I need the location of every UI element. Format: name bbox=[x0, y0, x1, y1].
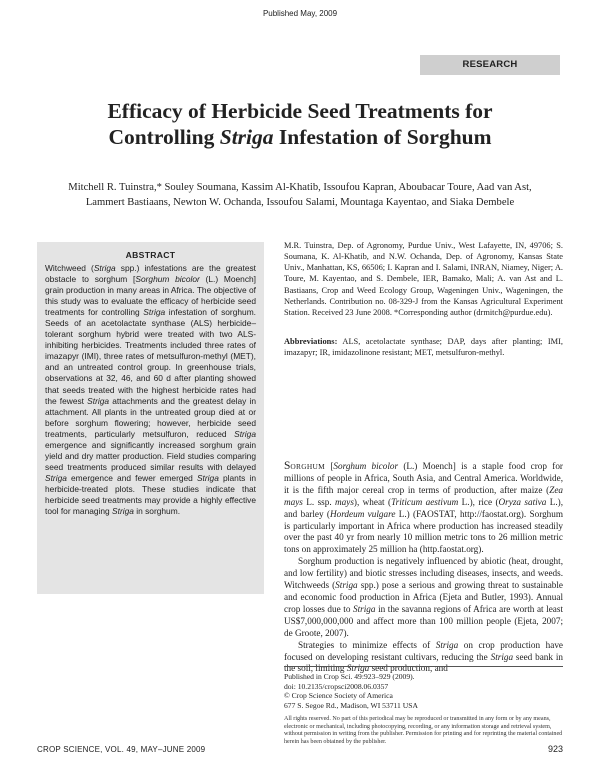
abstract-text-run: plants in herbicide-treated plots. These studies indicate that herbicide seed treatments may provide a highly effective tool for managing bbox=[45, 472, 256, 517]
body-text-run: L. ssp. bbox=[302, 496, 336, 507]
body-paragraph bbox=[284, 556, 563, 639]
section-tag: RESEARCH bbox=[420, 55, 560, 75]
body-text-run: (L.) Moench] is a staple food crop for millions of people in Africa, South Asia, and Central America. Worldwide, it is the fifth major cereal crop in terms of production, after maize ( bbox=[284, 461, 563, 495]
body-text-run: on crop production have focused on developing resistant cultivars, reducing the bbox=[284, 639, 563, 662]
body-paragraph bbox=[284, 640, 563, 676]
title-line-1: Efficacy of Herbicide Seed Treatments for bbox=[107, 99, 493, 123]
abstract-italic-run: Striga bbox=[234, 428, 256, 439]
title-line-2-pre: Controlling bbox=[108, 125, 220, 149]
authors-line-2: Lammert Bastiaans, Newton W. Ochanda, Issoufou Salami, Mountaga Kayentao, and Siaka Dembele bbox=[85, 197, 515, 208]
copyright: © Crop Science Society of America bbox=[284, 691, 393, 701]
body-italic-run: Oryza sativa bbox=[498, 496, 547, 507]
body-italic-run: Zea mays bbox=[284, 484, 563, 507]
abstract-italic-run: Striga bbox=[196, 472, 219, 483]
abbreviations-text: ALS, acetolactate synthase; DAP, days after planting; IMI, imazapyr; IR, imidazolinone resistant; MET, metsulfuron-methyl. bbox=[284, 337, 563, 358]
abstract-text-run: in sorghum. bbox=[133, 506, 181, 517]
body-text-run: Strategies to minimize effects of bbox=[298, 639, 436, 650]
abstract-text-run: attachments and the greatest delay in attachment. All plants in the untreated group died at or before sorghum flowering; however, herbicide seed treatments, particularly metsulfuron, reduced bbox=[45, 395, 256, 439]
abstract-text-run: emergence and fewer emerged bbox=[66, 472, 197, 483]
body-text-run: L.), and barley ( bbox=[284, 496, 564, 519]
abstract-italic-run: Striga bbox=[87, 395, 110, 406]
publication-info bbox=[284, 672, 563, 710]
body-text-run: ), wheat ( bbox=[353, 496, 392, 507]
body-text-run: in the savanna regions of Africa are worth at least US$7,000,000,000 and affect more than 100 million people (Ejeta, 2007; de Groote, 2007). bbox=[284, 603, 564, 638]
page-number: 923 bbox=[547, 744, 563, 754]
abstract-text bbox=[45, 263, 256, 517]
abstract-italic-run: Sorghum bicolor bbox=[135, 274, 200, 285]
author-affiliations: M.R. Tuinstra, Dep. of Agronomy, Purdue Univ., West Lafayette, IN, 49706; S. Soumana, K. Al-Khatib, and N.W. Ochanda, Dep. of Agronomy, Kansas State Univ., Manhattan, KS, 66506; I. Kapran and I. Salami, INRAN, Niamey, Niger; A. Toure, M. Kayentao, and S. Dembele, IER, Bamako, Mali; A. van Ast and L. Bastiaans, Crop and Weed Ecology Group, Wageningen Univ., Wageningen, the Netherlands. Contribution no. 08-329-J from the Kansas Agricultural Experiment Station. Received 23 June 2008. *Corresponding author (drmitch@purdue.edu). bbox=[284, 241, 563, 317]
abstract-italic-run: Striga bbox=[93, 263, 116, 273]
abstract-italic-run: Striga bbox=[143, 307, 166, 318]
journal-footer: CROP SCIENCE, VOL. 49, MAY–JUNE 2009 bbox=[37, 745, 206, 754]
body-italic-run: Striga bbox=[435, 639, 459, 650]
abstract-italic-run: Striga bbox=[112, 506, 134, 517]
body-italic-run: Striga bbox=[335, 580, 358, 591]
title-line-2-post: Infestation of Sorghum bbox=[273, 125, 492, 149]
published-date: Published May, 2009 bbox=[262, 9, 338, 18]
body-text-run: seed bank in the soil, limiting bbox=[284, 651, 563, 674]
body-italic-run: Sorghum bicolor bbox=[333, 461, 399, 471]
body-italic-run: mays bbox=[335, 496, 354, 507]
author-list bbox=[40, 180, 560, 210]
body-paragraph bbox=[284, 461, 563, 556]
rights-statement: All rights reserved. No part of this periodical may be reproduced or transmitted in any form or by any means, electronic or mechanical, including photocopying, recording, or any information storage and retrieval system, without permission in writing from the publisher. Permission for printing and for reprinting the material contained herein has been obtained by the publisher. bbox=[284, 716, 563, 745]
body-italic-run: Striga bbox=[353, 603, 376, 614]
abstract-heading: ABSTRACT bbox=[125, 250, 176, 260]
body-text bbox=[284, 461, 563, 675]
doi-link[interactable]: doi: 10.2135/cropsci2008.06.0357 bbox=[284, 681, 389, 691]
authors-line-1: Mitchell R. Tuinstra,* Souley Soumana, Kassim Al-Khatib, Issoufou Kapran, Aboubacar Toure, Aad van Ast, bbox=[68, 182, 532, 193]
publisher-address: 677 S. Segoe Rd., Madison, WI 53711 USA bbox=[284, 700, 418, 710]
body-text-run: L.) (FAOSTAT, http://faostat.org). Sorghum is particularly important in Africa where production has increased steadily over the past 40 yr from nearly 10 million metric tons to 26 million metric tons on approximately 25 million ha (http.faostat.org). bbox=[284, 508, 564, 555]
body-italic-run: Hordeum vulgare bbox=[329, 508, 396, 519]
body-italic-run: Striga bbox=[346, 663, 370, 674]
body-text-run: seed production, and bbox=[369, 663, 448, 674]
body-text-run: Sorghum production is negatively influenced by abiotic (heat, drought, and low fertility) and biotic stresses including diseases, insects, and weeds. Witchweeds ( bbox=[284, 556, 563, 591]
body-italic-run: Triticum aestivum bbox=[391, 496, 459, 507]
article-title bbox=[40, 98, 560, 150]
abbreviations-label: Abbreviations: bbox=[284, 337, 338, 346]
abbreviations bbox=[284, 336, 563, 358]
title-line-2-italic: Striga bbox=[219, 125, 274, 149]
drop-cap: S bbox=[284, 460, 291, 472]
body-text-run: [ bbox=[325, 461, 334, 471]
abstract-text-run: emergence and significantly increased sorghum grain yield and dry matter production. Field studies comparing seed treatments produced similar results with delayed bbox=[45, 439, 256, 472]
body-italic-run: Striga bbox=[490, 651, 514, 662]
abstract-text-run: Witchweed ( bbox=[45, 263, 94, 273]
abstract-italic-run: Striga bbox=[45, 472, 67, 483]
abstract-text-run: (L.) Moench] grain production in many areas in Africa. The objective of this study was to evaluate the efficacy of herbicide seed treatments for controlling bbox=[45, 274, 256, 318]
body-text-run: L.), rice ( bbox=[458, 496, 499, 507]
abstract-text-run: infestation of sorghum. Seeds of an acetolactate synthase (ALS) herbicide–tolerant sorghum hybrid were treated with two ALS-inhibiting herbicides. Treatments included three rates of imazapyr (IMI), three rates of metsulfuron-methyl (MET), and an untreated control group. In greenhouse trials, observations at 32, 46, and 60 d after planting showed that seeds treated with the highest herbicide rates had the fewest bbox=[45, 307, 256, 406]
abstract-box bbox=[37, 242, 264, 594]
body-text-run: spp.) pose a serious and growing threat to sustainable and economic food production in Africa (Ejeta and Butler, 1993). Annual crop losses due to bbox=[284, 580, 563, 614]
divider bbox=[284, 666, 563, 667]
small-caps-lead: ORGHUM bbox=[290, 462, 326, 471]
citation: Published in Crop Sci. 49:923–929 (2009). bbox=[284, 672, 415, 681]
abstract-text-run: spp.) infestations are the greatest obstacle to sorghum [ bbox=[45, 263, 256, 285]
